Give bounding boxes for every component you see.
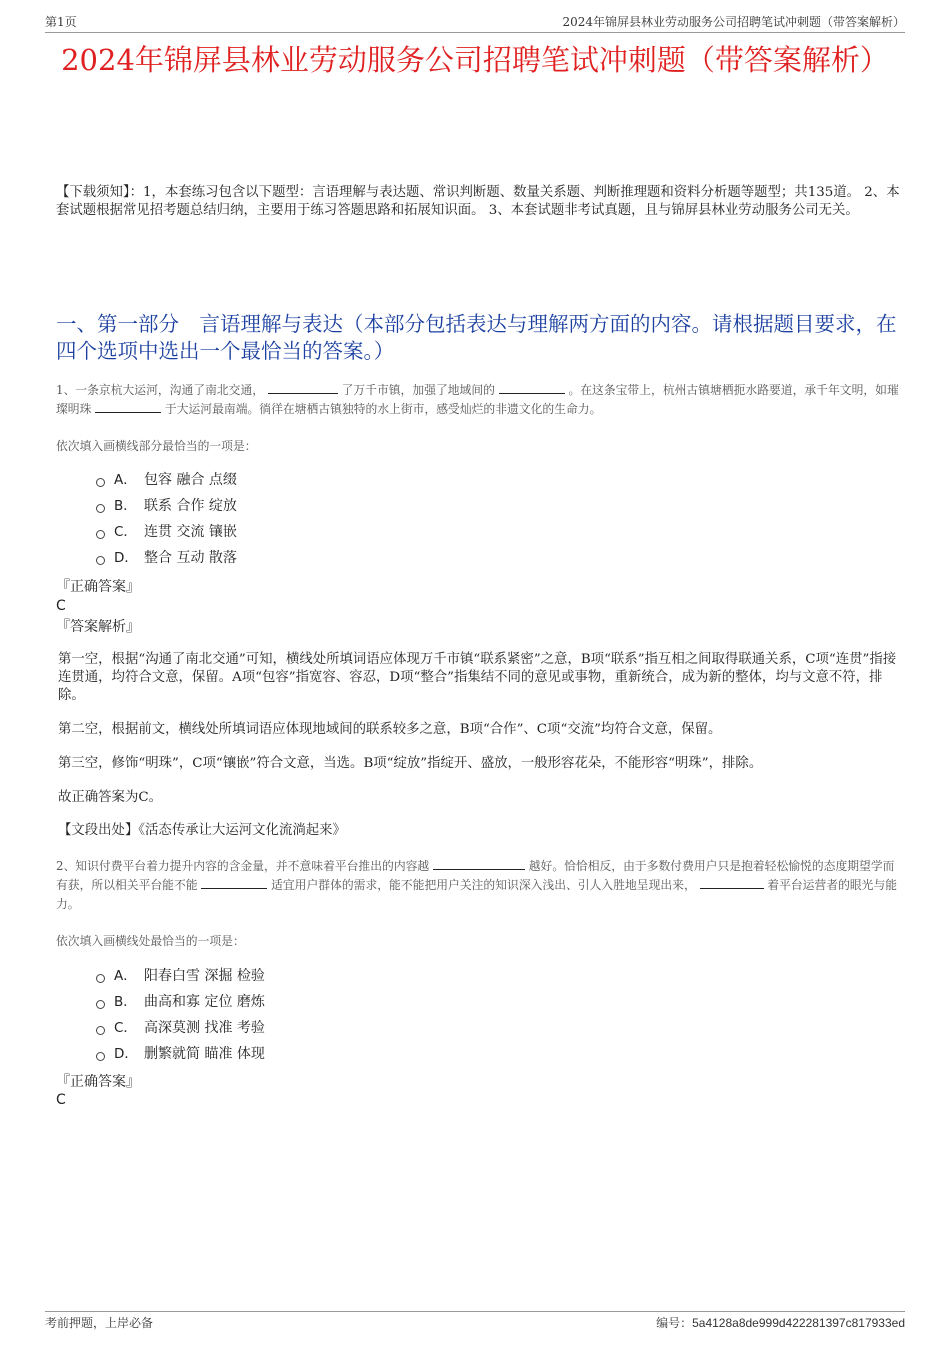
question-2-option-a[interactable]	[96, 963, 265, 989]
question-2-part-4: 着平台运营者的眼光与能力。	[56, 878, 898, 911]
option-text: 整合 互动 散落	[144, 550, 237, 566]
question-1-prompt: 依次填入画横线部分最恰当的一项是：	[56, 439, 257, 453]
page-footer	[45, 1311, 905, 1332]
question-1-part-4: 于大运河最南端。徜徉在塘栖古镇独特的水上街市，感受灿烂的非遗文化的生命力。	[164, 402, 602, 416]
footer-code	[656, 1314, 905, 1332]
option-letter: A．	[114, 472, 137, 488]
option-letter: C．	[114, 1020, 137, 1036]
question-1-source: 【文段出处】《活态传承让大运河文化流淌起来》	[58, 823, 346, 838]
question-1-answer-label: 『正确答案』	[56, 579, 140, 595]
question-1-analysis-2: 第二空，根据前文，横线处所填词语应体现地域间的联系较多之意，B项“合作”、C项“交流”均符合文意，保留。	[58, 722, 722, 737]
question-2-option-c[interactable]	[96, 1015, 265, 1041]
question-1-analysis-4: 故正确答案为C。	[58, 790, 162, 805]
question-1-option-a[interactable]	[96, 467, 237, 493]
option-text: 连贯 交流 镶嵌	[144, 524, 237, 540]
footer-code-value: 5a4128a8de999d422281397c817933ed	[692, 1316, 905, 1330]
question-2-blank-3	[700, 877, 764, 889]
radio-icon[interactable]	[96, 1000, 105, 1009]
option-text: 高深莫测 找准 考验	[144, 1020, 265, 1036]
section-heading: 一、第一部分 言语理解与表达（本部分包括表达与理解两方面的内容。请根据题目要求，在四个选项中选出一个最恰当的答案。）	[56, 312, 897, 363]
radio-icon[interactable]	[96, 1026, 105, 1035]
header-doc-title: 2024年锦屏县林业劳动服务公司招聘笔试冲刺题（带答案解析）	[562, 15, 905, 29]
question-1-part-3: 。在这条宝带上，杭州古镇塘栖扼水路要道，承千年文明，如璀璨明珠	[56, 383, 899, 416]
footer-slogan: 考前押题，上岸必备	[45, 1316, 154, 1330]
question-2-part-3: 适宜用户群体的需求，能不能把用户关注的知识深入浅出、引人入胜地呈现出来，	[271, 878, 696, 892]
question-1-blank-3	[95, 401, 161, 413]
page-header	[45, 14, 905, 33]
radio-icon[interactable]	[96, 974, 105, 983]
radio-icon[interactable]	[96, 478, 105, 487]
option-text: 曲高和寡 定位 磨炼	[144, 994, 265, 1010]
document-title: 2024年锦屏县林业劳动服务公司招聘笔试冲刺题（带答案解析）	[61, 43, 889, 77]
question-1-part-2: 了万千市镇，加强了地域间的	[341, 383, 495, 397]
question-1-options	[96, 467, 237, 571]
option-text: 包容 融合 点缀	[144, 472, 237, 488]
radio-icon[interactable]	[96, 1052, 105, 1061]
option-text: 联系 合作 绽放	[144, 498, 237, 514]
question-1-analysis-1: 第一空，根据“沟通了南北交通”可知，横线处所填词语应体现万千市镇“联系紧密”之意，B项“联系”指互相之间取得联通关系，C项“连贯”指接连贯通，均符合文意，保留。A项“包容”指宽容、容忍，D项“整合”指集结不同的意见或事物，重新统合，成为新的整体，均与文意不符，排除。	[58, 652, 897, 703]
question-1-option-b[interactable]	[96, 493, 237, 519]
radio-icon[interactable]	[96, 530, 105, 539]
question-1-analysis-label: 『答案解析』	[56, 619, 140, 635]
download-notice: 【下载须知】：1，本套练习包含以下题型：言语理解与表达题、常识判断题、数量关系题、判断推理题和资料分析题等题型；共135道。 2、本套试题根据常见招考题总结归纳，主要用于练习答题思路和拓展知识面。 3、本套试题非考试真题，且与锦屏县林业劳动服务公司无关。	[56, 185, 900, 218]
question-1-option-d[interactable]	[96, 545, 237, 571]
question-2-stem	[56, 857, 905, 914]
option-letter: D．	[114, 550, 138, 566]
option-letter: C．	[114, 524, 137, 540]
option-letter: B．	[114, 994, 137, 1010]
radio-icon[interactable]	[96, 556, 105, 565]
option-letter: D．	[114, 1046, 138, 1062]
question-2-options	[96, 963, 265, 1067]
question-1-stem	[56, 381, 905, 419]
question-2-blank-1	[433, 858, 525, 870]
question-2-blank-2	[201, 877, 267, 889]
question-1-option-c[interactable]	[96, 519, 237, 545]
radio-icon[interactable]	[96, 504, 105, 513]
question-2-answer: C	[56, 1092, 66, 1108]
option-letter: B．	[114, 498, 137, 514]
question-2-part-1: 2、知识付费平台着力提升内容的含金量，并不意味着平台推出的内容越	[56, 859, 430, 873]
footer-code-label: 编号：	[656, 1316, 693, 1330]
question-2-option-d[interactable]	[96, 1041, 265, 1067]
option-letter: A．	[114, 968, 137, 984]
question-2-answer-label: 『正确答案』	[56, 1074, 140, 1090]
question-1-blank-1	[268, 382, 338, 394]
question-2-prompt: 依次填入画横线处最恰当的一项是：	[56, 934, 245, 948]
question-2-part-2: 越好。恰恰相反，由于多数付费用户只是抱着轻松愉悦的态度期望学而有获，所以相关平台能不能	[56, 859, 895, 892]
option-text: 删繁就简 瞄准 体现	[144, 1046, 265, 1062]
question-1-answer: C	[56, 598, 66, 614]
question-1-analysis-3: 第三空，修饰“明珠”，C项“镶嵌”符合文意，当选。B项“绽放”指绽开、盛放，一般形容花朵，不能形容“明珠”，排除。	[58, 756, 763, 771]
question-1-part-1: 1、一条京杭大运河，沟通了南北交通，	[56, 383, 265, 397]
question-1-blank-2	[499, 382, 565, 394]
page-number: 第1页	[45, 15, 77, 29]
option-text: 阳春白雪 深掘 检验	[144, 968, 265, 984]
question-2-option-b[interactable]	[96, 989, 265, 1015]
